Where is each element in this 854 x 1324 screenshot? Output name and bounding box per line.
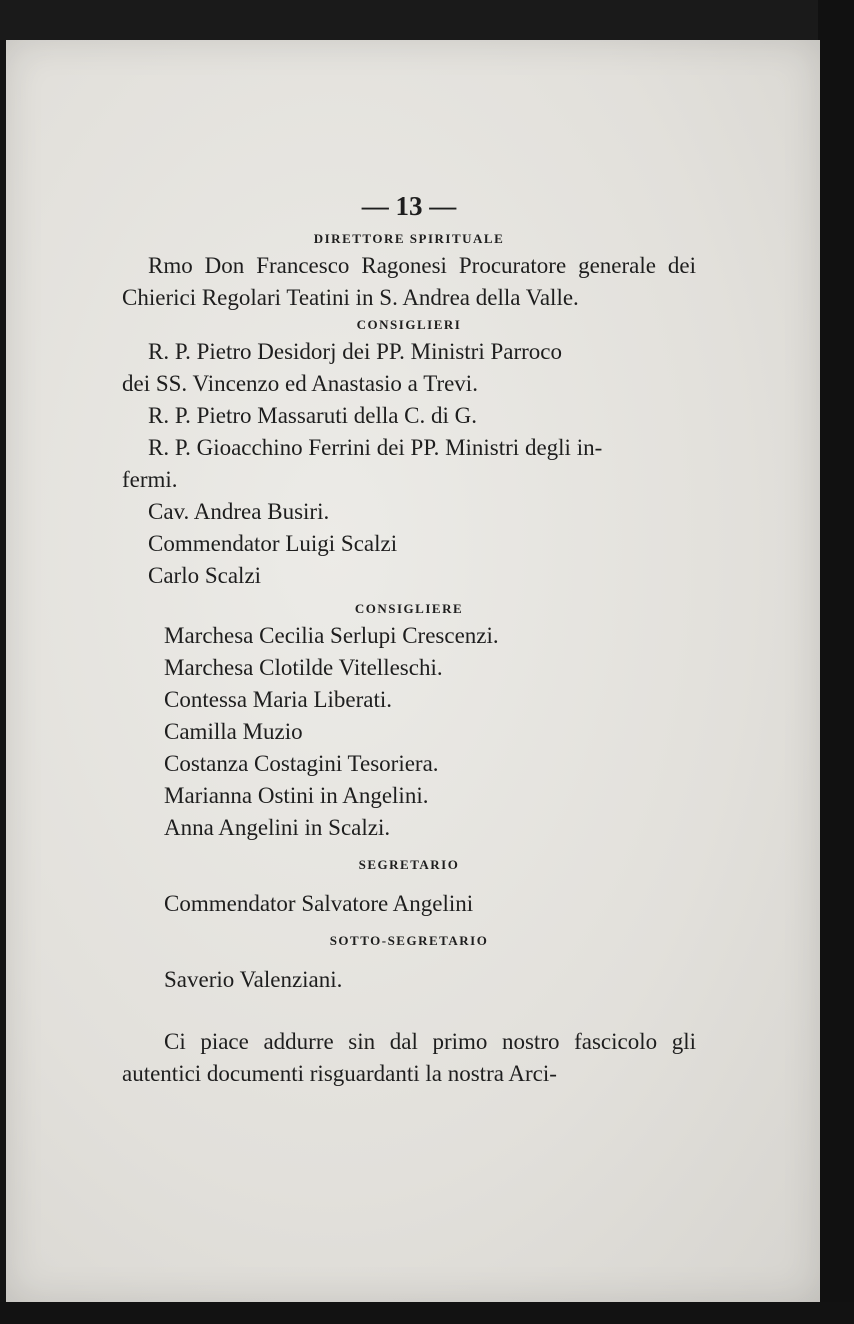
heading-segretario: SEGRETARIO bbox=[358, 857, 460, 872]
direttore-text: Rmo Don Francesco Ragonesi Procuratore generale dei Chierici Regolari Teatini in S. Andrea della Valle. bbox=[122, 253, 696, 310]
segretario-name: Commendator Salvatore Angelini bbox=[164, 891, 474, 916]
consiglieri-line: fermi. bbox=[122, 467, 178, 492]
page-text bbox=[122, 190, 696, 1090]
consigliere-item: Marchesa Cecilia Serlupi Crescenzi. bbox=[164, 623, 499, 648]
scan-border-bottom bbox=[0, 1302, 854, 1324]
scan-border-top bbox=[0, 0, 854, 40]
book-page bbox=[6, 40, 820, 1302]
closing-paragraph: Ci piace addurre sin dal primo nostro fascicolo gli autentici documenti risguardanti la nostra Arci- bbox=[122, 1029, 696, 1086]
scan-border-right bbox=[818, 0, 854, 1324]
heading-direttore: DIRETTORE SPIRITUALE bbox=[313, 231, 505, 246]
consigliere-list bbox=[122, 620, 696, 844]
consigliere-item: Camilla Muzio bbox=[164, 719, 303, 744]
heading-sottosegretario: SOTTO-SEGRETARIO bbox=[329, 933, 489, 948]
page-number: — 13 — bbox=[361, 191, 457, 221]
sottosegretario-block bbox=[122, 964, 696, 996]
consiglieri-line: R. P. Pietro Desidorj dei PP. Ministri Parroco bbox=[148, 339, 563, 364]
consigliere-item: Marchesa Clotilde Vitelleschi. bbox=[164, 655, 443, 680]
consiglieri-line: dei SS. Vincenzo ed Anastasio a Trevi. bbox=[122, 371, 478, 396]
consigliere-item: Costanza Costagini Tesoriera. bbox=[164, 751, 439, 776]
consiglieri-line: R. P. Pietro Massaruti della C. di G. bbox=[148, 403, 478, 428]
consiglieri-line: Carlo Scalzi bbox=[148, 563, 262, 588]
consiglieri-line: Commendator Luigi Scalzi bbox=[148, 531, 398, 556]
consigliere-item: Anna Angelini in Scalzi. bbox=[164, 815, 391, 840]
consiglieri-line: R. P. Gioacchino Ferrini dei PP. Ministri degli in- bbox=[148, 435, 603, 460]
segretario-block bbox=[122, 888, 696, 920]
consigliere-item: Marianna Ostini in Angelini. bbox=[164, 783, 429, 808]
heading-consiglieri: CONSIGLIERI bbox=[356, 317, 462, 332]
consiglieri-line: Cav. Andrea Busiri. bbox=[148, 499, 330, 524]
consigliere-item: Contessa Maria Liberati. bbox=[164, 687, 393, 712]
heading-consigliere: CONSIGLIERE bbox=[354, 601, 464, 616]
sottosegretario-name: Saverio Valenziani. bbox=[164, 967, 343, 992]
